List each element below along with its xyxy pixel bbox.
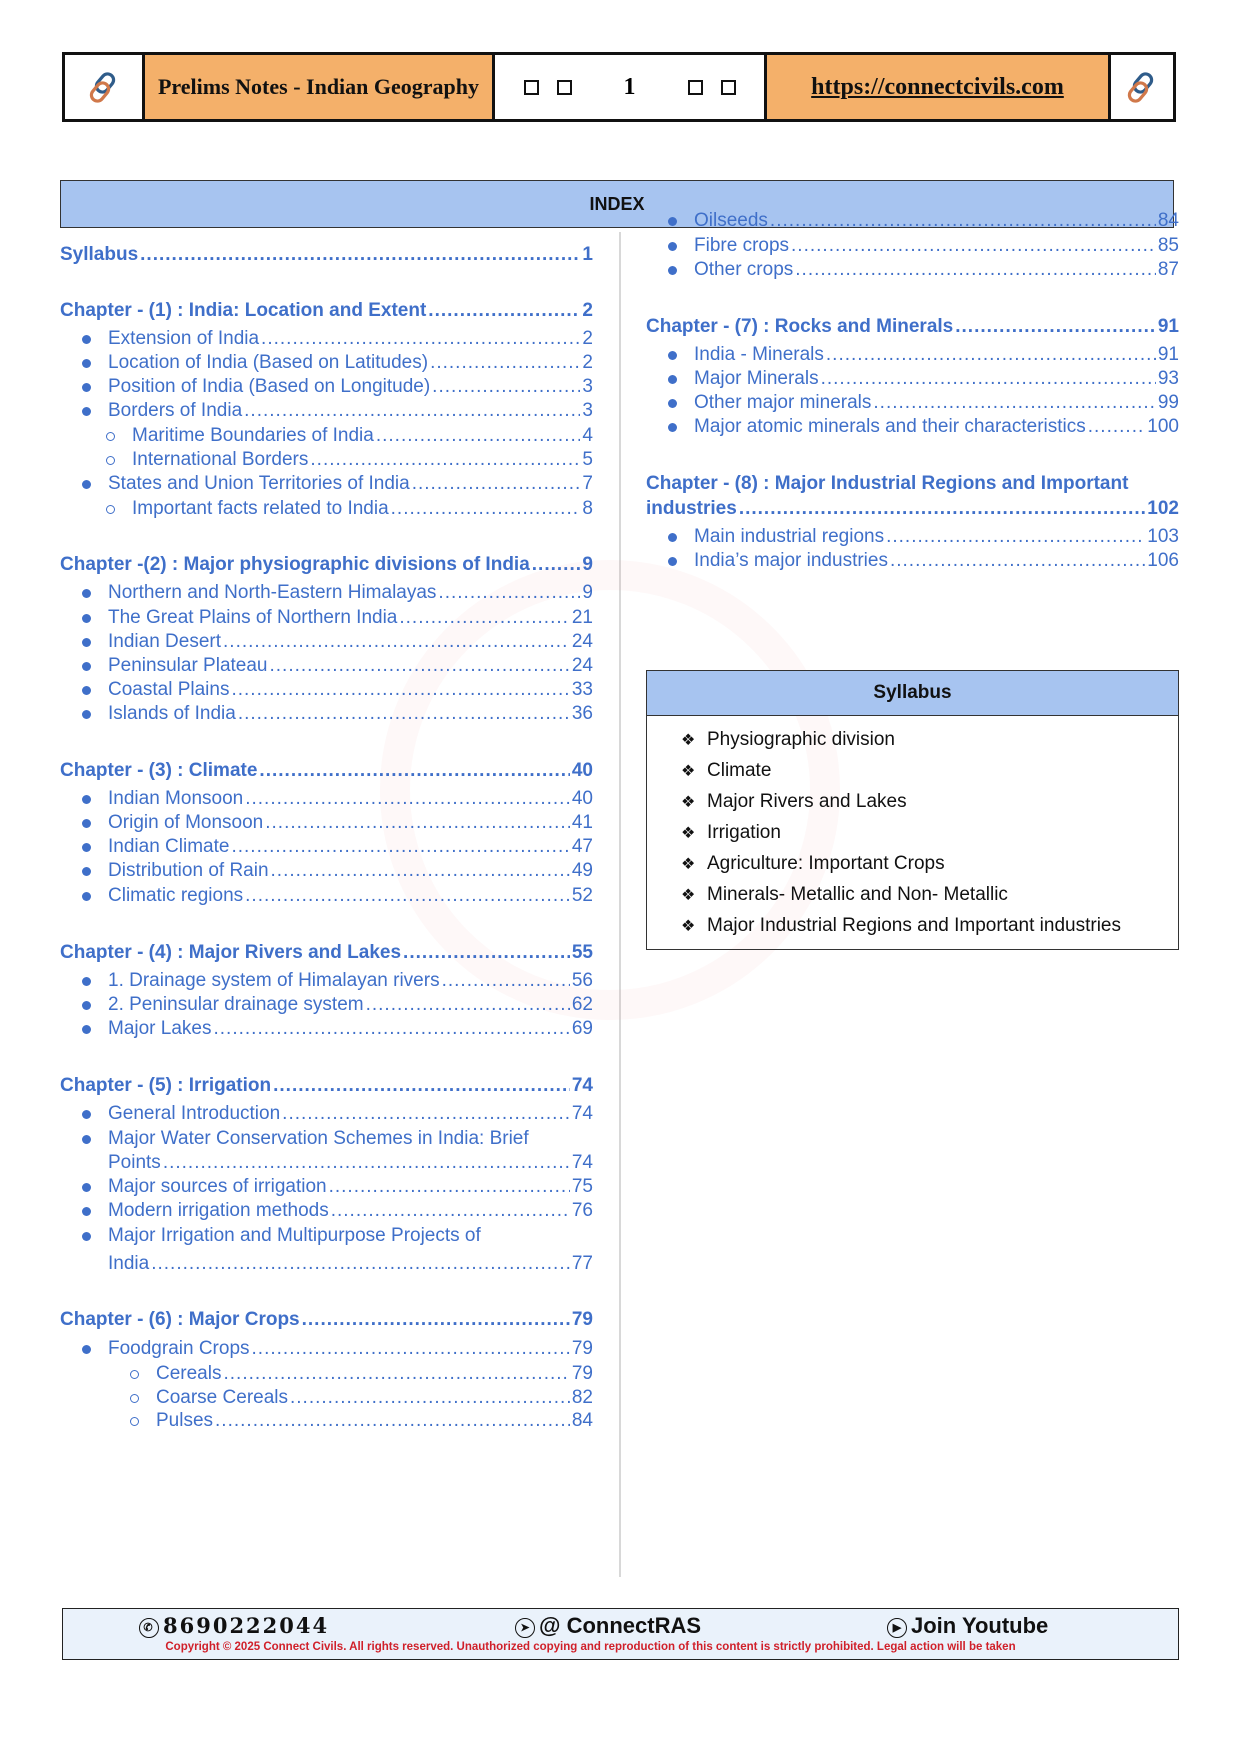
bullet-icon [82, 1345, 91, 1354]
toc-page-number: 85 [1157, 235, 1179, 256]
bullet-icon [82, 383, 91, 392]
dot-leader [290, 1387, 570, 1409]
toc-entry-label: India - Minerals [694, 344, 824, 365]
toc-page-number: 9 [582, 554, 593, 575]
toc-entry[interactable] [132, 498, 593, 520]
hollow-bullet-icon [130, 1394, 139, 1403]
toc-entry[interactable] [694, 416, 1179, 438]
bullet-icon [668, 399, 677, 408]
dot-leader [739, 498, 1145, 520]
toc-chapter-entry[interactable] [60, 300, 593, 322]
toc-entry[interactable] [156, 1410, 593, 1432]
bullet-icon [82, 795, 91, 804]
toc-page-number: 106 [1147, 550, 1179, 571]
bullet-icon [82, 1183, 91, 1192]
toc-entry-label: India [108, 1253, 150, 1274]
hollow-bullet-icon [106, 432, 115, 441]
bullet-icon [82, 335, 91, 344]
toc-entry-label: States and Union Territories of India [108, 473, 410, 494]
toc-chapter-entry[interactable] [60, 942, 593, 964]
toc-page-number: 33 [571, 679, 593, 700]
bullet-icon [668, 217, 677, 226]
four-diamond-icon: ❖ [681, 793, 696, 811]
dot-leader [428, 300, 580, 322]
bullet-icon [82, 843, 91, 852]
toc-page-number: 24 [571, 655, 593, 676]
bullet-icon [82, 892, 91, 901]
dot-leader [532, 554, 581, 576]
link-icon [86, 69, 122, 105]
toc-entry-label: Climatic regions [108, 885, 244, 906]
toc-entry[interactable] [108, 1103, 593, 1125]
toc-page-number: 52 [571, 885, 593, 906]
toc-page-number: 9 [582, 582, 593, 603]
toc-page-number: 21 [571, 607, 593, 628]
dot-leader [223, 1363, 569, 1385]
bullet-icon [82, 638, 91, 647]
toc-chapter-entry[interactable] [60, 760, 593, 782]
dot-leader [795, 259, 1156, 281]
page-indicator [495, 55, 767, 119]
document-title: Prelims Notes - Indian Geography [145, 55, 495, 119]
dot-leader [366, 994, 570, 1016]
toc-page-number: 5 [582, 449, 593, 470]
bullet-icon [82, 1025, 91, 1034]
toc-page-number: 4 [582, 425, 593, 446]
toc-page-number: 41 [571, 812, 593, 833]
hollow-bullet-icon [130, 1417, 139, 1426]
toc-entry[interactable] [132, 449, 593, 471]
toc-entry-label: industries [646, 498, 737, 519]
toc-entry-label: Points [108, 1152, 161, 1173]
toc-entry-label: Fibre crops [694, 235, 790, 256]
toc-entry-label: Distribution of Rain [108, 860, 269, 881]
toc-entry-label: Pulses [156, 1410, 214, 1431]
toc-entry[interactable] [108, 376, 593, 398]
toc-entry[interactable] [108, 655, 593, 677]
toc-page-number: 2 [582, 300, 593, 321]
toc-page-number: 2 [582, 352, 593, 373]
syllabus-item: ❖ Major Rivers and Lakes [681, 790, 907, 812]
toc-page-number: 40 [571, 788, 593, 809]
toc-entry[interactable] [108, 703, 593, 725]
toc-entry-label: Chapter - (6) : Major Crops [60, 1309, 300, 1330]
phone-icon: ✆ [139, 1618, 159, 1638]
toc-entry[interactable] [108, 970, 593, 992]
toc-entry-label: Indian Desert [108, 631, 222, 652]
dot-leader [238, 703, 570, 725]
bullet-icon [82, 1135, 91, 1144]
toc-entry[interactable] [108, 582, 593, 604]
toc-chapter-entry[interactable] [646, 498, 1179, 520]
toc-entry[interactable] [156, 1363, 593, 1385]
dot-leader [399, 607, 569, 629]
toc-entry[interactable] [108, 885, 593, 907]
toc-entry-label: Chapter - (1) : India: Location and Extent [60, 300, 427, 321]
toc-entry-label: Position of India (Based on Longitude) [108, 376, 431, 397]
toc-entry-label: Chapter -(2) : Major physiographic divisions of India [60, 554, 530, 575]
toc-entry-label: Extension of India [108, 328, 260, 349]
toc-entry[interactable] [694, 235, 1179, 257]
toc-entry[interactable] [694, 344, 1179, 366]
dot-leader [886, 526, 1145, 548]
toc-entry[interactable] [108, 1018, 593, 1040]
toc-entry-wrapped-line[interactable]: Chapter - (8) : Major Industrial Regions and Important [646, 473, 1129, 494]
toc-page-number: 69 [571, 1018, 593, 1039]
dot-leader [821, 368, 1156, 390]
toc-entry-label: Important facts related to India [132, 498, 389, 519]
toc-page-number: 40 [571, 760, 593, 781]
square-glyph-icon [524, 80, 539, 95]
toc-entry-label: Indian Monsoon [108, 788, 244, 809]
toc-page-number: 75 [571, 1176, 593, 1197]
dot-leader [245, 788, 570, 810]
bullet-icon [668, 423, 677, 432]
hollow-bullet-icon [130, 1370, 139, 1379]
syllabus-list [647, 716, 1178, 941]
dot-leader [163, 1152, 570, 1174]
hollow-bullet-icon [106, 456, 115, 465]
dot-leader [151, 1253, 570, 1275]
toc-entry[interactable] [108, 607, 593, 629]
dot-leader [273, 1075, 570, 1097]
toc-entry-label: Major atomic minerals and their characteristics [694, 416, 1086, 437]
dot-leader [791, 235, 1156, 257]
dot-leader [310, 449, 580, 471]
four-diamond-icon: ❖ [681, 824, 696, 842]
page-header [62, 52, 1176, 122]
toc-chapter-entry[interactable] [60, 244, 593, 266]
page-footer [62, 1608, 1179, 1660]
phone-contact[interactable]: ✆ 8690222044 [139, 1613, 329, 1638]
bullet-icon [82, 480, 91, 489]
dot-leader [223, 631, 570, 653]
telegram-link[interactable]: ➤ @ ConnectRAS [515, 1613, 701, 1639]
bullet-icon [82, 977, 91, 986]
toc-entry-label: Major Minerals [694, 368, 819, 389]
bullet-icon [82, 614, 91, 623]
toc-page-number: 84 [571, 1410, 593, 1431]
toc-page-number: 55 [571, 942, 593, 963]
bullet-icon [82, 819, 91, 828]
toc-entry[interactable] [108, 631, 593, 653]
toc-entry-label: India’s major industries [694, 550, 888, 571]
four-diamond-icon: ❖ [681, 731, 696, 749]
dot-leader [214, 1018, 570, 1040]
toc-entry-label: General Introduction [108, 1103, 281, 1124]
bullet-icon [82, 589, 91, 598]
dot-leader [261, 328, 580, 350]
bullet-icon [668, 557, 677, 566]
toc-page-number: 3 [582, 376, 593, 397]
syllabus-item: ❖ Irrigation [681, 821, 781, 843]
dot-leader [140, 244, 580, 266]
toc-page-number: 74 [571, 1152, 593, 1173]
dot-leader [1088, 416, 1146, 438]
toc-entry-label: International Borders [132, 449, 309, 470]
toc-chapter-entry[interactable] [60, 554, 593, 576]
hollow-bullet-icon [106, 505, 115, 514]
toc-page-number: 8 [582, 498, 593, 519]
toc-chapter-entry[interactable] [646, 316, 1179, 338]
dot-leader [432, 376, 580, 398]
toc-page-number: 24 [571, 631, 593, 652]
toc-page-number: 74 [571, 1075, 593, 1096]
toc-page-number: 49 [571, 860, 593, 881]
toc-entry-label: Other crops [694, 259, 794, 280]
toc-entry[interactable] [694, 368, 1179, 390]
toc-page-number: 74 [571, 1103, 593, 1124]
toc-entry[interactable] [108, 1338, 593, 1360]
toc-entry[interactable] [694, 526, 1179, 548]
toc-entry-label: Borders of India [108, 400, 243, 421]
toc-entry-wrapped-line[interactable]: Major Irrigation and Multipurpose Projects of [108, 1225, 481, 1247]
toc-page-number: 36 [571, 703, 593, 724]
toc-entry[interactable] [108, 788, 593, 810]
toc-entry[interactable] [108, 400, 593, 422]
link-icon [1124, 69, 1160, 105]
dot-leader [391, 498, 581, 520]
bullet-icon [82, 662, 91, 671]
bullet-icon [82, 407, 91, 416]
four-diamond-icon: ❖ [681, 762, 696, 780]
bullet-icon [82, 1232, 91, 1241]
toc-page-number: 84 [1157, 210, 1179, 231]
toc-entry-label: Other major minerals [694, 392, 872, 413]
dot-leader [770, 210, 1156, 232]
youtube-icon: ▶ [887, 1618, 907, 1638]
bullet-icon [668, 266, 677, 275]
toc-entry-label: Chapter - (5) : Irrigation [60, 1075, 272, 1096]
bullet-icon [82, 359, 91, 368]
toc-entry[interactable] [108, 1253, 593, 1275]
toc-entry-label: Major sources of irrigation [108, 1176, 327, 1197]
toc-entry-label: 2. Peninsular drainage system [108, 994, 364, 1015]
dot-leader [265, 812, 570, 834]
toc-entry[interactable] [108, 1176, 593, 1198]
toc-entry[interactable] [108, 328, 593, 350]
toc-page-number: 103 [1147, 526, 1179, 547]
toc-entry-label: Coarse Cereals [156, 1387, 288, 1408]
dot-leader [231, 679, 569, 701]
toc-chapter-entry[interactable] [60, 1075, 593, 1097]
toc-entry[interactable] [108, 812, 593, 834]
toc-page-number: 62 [571, 994, 593, 1015]
header-left-link-cell [65, 55, 145, 119]
header-right-link-cell [1111, 55, 1173, 119]
dot-leader [231, 836, 569, 858]
bullet-icon [82, 1001, 91, 1010]
bullet-icon [82, 686, 91, 695]
dot-leader [442, 970, 570, 992]
telegram-icon: ➤ [515, 1618, 535, 1638]
toc-page-number: 77 [571, 1253, 593, 1274]
toc-entry[interactable] [108, 352, 593, 374]
toc-entry-label: Chapter - (7) : Rocks and Minerals [646, 316, 954, 337]
square-glyph-icon [688, 80, 703, 95]
copyright-notice: Copyright © 2025 Connect Civils. All rights reserved. Unauthorized copying and reproduction of this content is strictly prohibited. Legal action will be taken [165, 1641, 1016, 1653]
youtube-link[interactable]: ▶ Join Youtube [887, 1613, 1048, 1639]
toc-entry-label: Peninsular Plateau [108, 655, 268, 676]
dot-leader [329, 1176, 570, 1198]
toc-entry[interactable] [108, 1200, 593, 1222]
column-divider [619, 232, 621, 1577]
toc-page-number: 91 [1157, 344, 1179, 365]
bullet-icon [668, 351, 677, 360]
toc-entry-label: Maritime Boundaries of India [132, 425, 374, 446]
bullet-icon [82, 1110, 91, 1119]
syllabus-item: ❖ Physiographic division [681, 728, 895, 750]
page-number: 1 [623, 73, 636, 100]
dot-leader [244, 400, 580, 422]
syllabus-item: ❖ Climate [681, 759, 772, 781]
bullet-icon [82, 867, 91, 876]
toc-entry[interactable] [694, 210, 1179, 232]
toc-entry[interactable] [694, 550, 1179, 572]
toc-page-number: 1 [582, 244, 593, 265]
toc-entry-label: Main industrial regions [694, 526, 885, 547]
syllabus-heading: Syllabus [647, 671, 1178, 716]
toc-entry-label: Coastal Plains [108, 679, 230, 700]
toc-entry-label: Major Lakes [108, 1018, 212, 1039]
bullet-icon [668, 242, 677, 251]
toc-page-number: 2 [582, 328, 593, 349]
dot-leader [438, 582, 580, 604]
website-link[interactable]: https://connectcivils.com [767, 55, 1111, 119]
dot-leader [271, 860, 570, 882]
four-diamond-icon: ❖ [681, 917, 696, 935]
toc-entry[interactable] [108, 473, 593, 495]
toc-entry-label: Indian Climate [108, 836, 230, 857]
dot-leader [331, 1200, 570, 1222]
toc-entry-label: The Great Plains of Northern India [108, 607, 398, 628]
dot-leader [376, 425, 581, 447]
dot-leader [873, 392, 1155, 414]
syllabus-item: ❖ Major Industrial Regions and Important industries [681, 914, 1121, 936]
toc-page-number: 82 [571, 1387, 593, 1408]
toc-entry-label: Foodgrain Crops [108, 1338, 250, 1359]
toc-entry-label: Origin of Monsoon [108, 812, 264, 833]
dot-leader [270, 655, 570, 677]
toc-page-number: 100 [1147, 416, 1179, 437]
dot-leader [412, 473, 581, 495]
toc-entry-label: Islands of India [108, 703, 236, 724]
bullet-icon [668, 533, 677, 542]
syllabus-item: ❖ Minerals- Metallic and Non- Metallic [681, 883, 1008, 905]
bullet-icon [82, 710, 91, 719]
toc-page-number: 79 [571, 1363, 593, 1384]
toc-page-number: 56 [571, 970, 593, 991]
dot-leader [302, 1309, 570, 1331]
toc-page-number: 47 [571, 836, 593, 857]
toc-page-number: 79 [571, 1309, 593, 1330]
dot-leader [890, 550, 1145, 572]
toc-chapter-entry[interactable] [60, 1309, 593, 1331]
toc-entry-label: Chapter - (4) : Major Rivers and Lakes [60, 942, 402, 963]
dot-leader [282, 1103, 570, 1125]
square-glyph-icon [557, 80, 572, 95]
dot-leader [430, 352, 580, 374]
toc-page-number: 79 [571, 1338, 593, 1359]
toc-page-number: 3 [582, 400, 593, 421]
dot-leader [252, 1338, 570, 1360]
dot-leader [245, 885, 570, 907]
four-diamond-icon: ❖ [681, 855, 696, 873]
toc-page-number: 87 [1157, 259, 1179, 280]
bullet-icon [668, 375, 677, 384]
dot-leader [215, 1410, 570, 1432]
toc-entry[interactable] [156, 1387, 593, 1409]
toc-page-number: 7 [582, 473, 593, 494]
dot-leader [403, 942, 570, 964]
toc-entry-label: Location of India (Based on Latitudes) [108, 352, 429, 373]
bullet-icon [82, 1207, 91, 1216]
toc-entry[interactable] [108, 836, 593, 858]
dot-leader [826, 344, 1156, 366]
syllabus-item: ❖ Agriculture: Important Crops [681, 852, 945, 874]
dot-leader [259, 760, 569, 782]
toc-entry-label: Northern and North-Eastern Himalayas [108, 582, 437, 603]
toc-entry-label: Chapter - (3) : Climate [60, 760, 258, 781]
toc-entry-label: Modern irrigation methods [108, 1200, 329, 1221]
toc-entry-label: Oilseeds [694, 210, 768, 231]
toc-page-number: 99 [1157, 392, 1179, 413]
square-glyph-icon [721, 80, 736, 95]
toc-entry-label: Cereals [156, 1363, 222, 1384]
toc-entry[interactable] [694, 259, 1179, 281]
toc-entry[interactable] [108, 860, 593, 882]
toc-entry-label: Syllabus [60, 244, 139, 265]
toc-entry-wrapped-line[interactable]: Major Water Conservation Schemes in India: Brief [108, 1128, 529, 1150]
toc-entry[interactable] [108, 994, 593, 1016]
toc-entry[interactable] [132, 425, 593, 447]
dot-leader [955, 316, 1156, 338]
toc-entry[interactable] [108, 1152, 593, 1174]
toc-entry[interactable] [108, 679, 593, 701]
toc-entry[interactable] [694, 392, 1179, 414]
toc-page-number: 93 [1157, 368, 1179, 389]
syllabus-box [646, 670, 1179, 950]
toc-entry-label: 1. Drainage system of Himalayan rivers [108, 970, 440, 991]
toc-page-number: 102 [1147, 498, 1179, 519]
toc-page-number: 76 [571, 1200, 593, 1221]
toc-page-number: 91 [1157, 316, 1179, 337]
index-heading: INDEX [60, 180, 1174, 228]
four-diamond-icon: ❖ [681, 886, 696, 904]
